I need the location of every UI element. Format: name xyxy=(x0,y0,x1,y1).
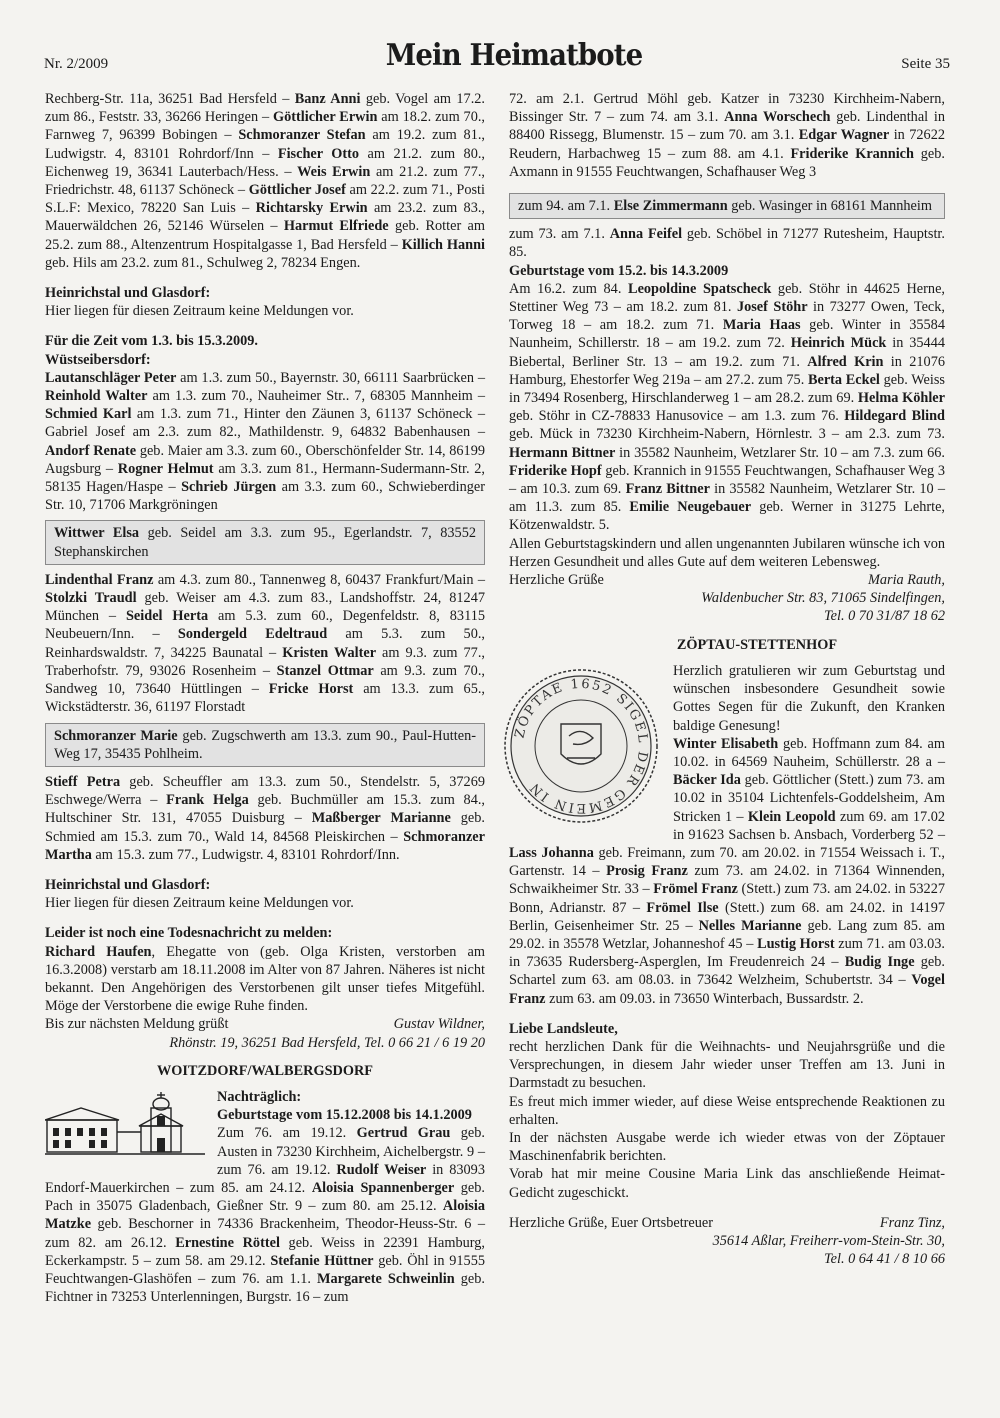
paragraph: Hier liegen für diesen Zeitraum keine Meldungen vor. xyxy=(45,303,354,320)
signature-address: Rhönstr. 19, 36251 Bad Hersfeld, Tel. 0 66 21 / 6 19 20 xyxy=(169,1034,485,1051)
section-subheading: Wüstseibersdorf: xyxy=(45,351,151,368)
right-column xyxy=(509,90,945,1268)
section-heading: Liebe Landsleute, xyxy=(509,1020,618,1037)
paragraph: Vorab hat mir meine Cousine Maria Link das anschließende Heimat-Gedicht zugeschickt. xyxy=(509,1166,945,1201)
page-header xyxy=(44,32,950,80)
paragraph: Herzlich gratulieren wir zum Geburtstag und wünschen insbesondere Gesundheit sowie Gottes Segen für die Zukunft, den Kranken baldige Genesung! xyxy=(673,662,945,734)
paragraph: Stieff Petra geb. Scheuffler am 13.3. zum 50., Stendelstr. 5, 37269 Eschwege/Werra – Frank Helga geb. Buchmüller am 15.3. zum 84., Hultschiner Str. 131, 47055 Duisburg – Maßberger Marianne geb. Schmied am 15.3. zum 70., Wald 14, 84568 Pleiskirchen – Schmoranzer Martha am 15.3. zum 77., Ludwigstr. 4, 83101 Rohrdorf/Inn. xyxy=(45,773,485,863)
highlight-box: zum 94. am 7.1. Else Zimmermann geb. Wasinger in 68161 Mannheim xyxy=(509,193,945,219)
section-heading: Heinrichstal und Glasdorf: xyxy=(45,876,211,893)
signature-phone: Tel. 0 70 31/87 18 62 xyxy=(823,608,945,625)
section-heading: Heinrichstal und Glasdorf: xyxy=(45,285,211,302)
signature-line: Herzliche Grüße Maria Rauth, xyxy=(509,572,945,589)
paragraph: Richard Haufen, Ehegatte von (geb. Olga Kristen, verstorben am 16.3.2008) verstarb am 18.11.2008 im Alter von 87 Jahren. Näheres ist nicht bekannt. Den Angehörigen des Verstorbenen gilt unser tiefes Mitgefühl. Möge der Verstorbene die ewige Ruhe finden. xyxy=(45,943,485,1015)
page-number: Seite 35 xyxy=(901,56,950,72)
paragraph: In der nächsten Ausgabe werde ich wieder etwas von der Zöptauer Maschinenfabrik berichten. xyxy=(509,1129,945,1165)
section-title: WOITZDORF/WALBERGSDORF xyxy=(156,1062,374,1079)
signature-address: Waldenbucher Str. 83, 71065 Sindelfingen, xyxy=(701,590,945,607)
paragraph: Hier liegen für diesen Zeitraum keine Meldungen vor. xyxy=(45,895,354,912)
paragraph: Winter Elisabeth geb. Hoffmann zum 84. am 10.02. in 64569 Nauheim, Schüllerstr. 28 a – Bäcker Ida geb. Göttlicher (Stett.) zum 73. am 10.02 in 35104 Lichtenfels-Goddelsheim, Am Stricken 1 – Klein Leopold zum 69. am 17.02 in 91623 Sachsen b. Ansbach, Vorderberg 52 – Lass Johanna geb. Freimann, zum 70. am 20.02. in 71554 Weissach i. T., Gartenstr. 14 – Prosig Franz zum 73. am 24.02. in 71364 Winnenden, Schwaikheimer Str. 33 – Frömel Franz (Stett.) zum 73. am 24.02. in 53227 Bonn, Adrianstr. 87 – Frömel Ilse (Stett.) zum 68. am 24.02. in 14197 Berlin, Geisenheimer Str. 25 – Nelles Marianne geb. Lang zum 85. am 29.02. in 35578 Wetzlar, Johanneshof 45 – Lustig Horst zum 71. am 03.03. in 73635 Rudersberg-Asperglen, Im Freudenreich 24 – Budig Inge geb. Schartel zum 63. am 08.03. in 73642 Welzheim, Schubertstr. 34 – Vogel Franz zum 63. am 09.03. in 73650 Winterbach, Bussardstr. 2. xyxy=(509,735,946,1007)
paragraph: Lindenthal Franz am 4.3. zum 80., Tannenweg 8, 60437 Frankfurt/Main – Stolzki Traudl geb. Weiser am 4.3. zum 83., Landshoffstr. 24, 81247 München – Seidel Herta am 5.3. zum 60., Degenfeldstr. 8, 83115 Neubeuern/Inn. – Sondergeld Edeltraud am 5.3. zum 50., Reinhardswaldstr. 7, 34225 Baunatal – Kristen Walter am 9.3. zum 77., Traberhofstr. 79, 93026 Rosenheim – Stanzel Ottmar am 9.3. zum 70., Sandweg 10, 73640 Hüttlingen – Fricke Horst am 13.3. zum 65., Wickstädterstr. 36, 61197 Florstadt xyxy=(45,571,485,716)
signature-line: Herzliche Grüße, Euer Ortsbetreuer Franz Tinz, xyxy=(509,1214,945,1231)
seal-block xyxy=(509,662,945,1008)
section-heading: Leider ist noch eine Todesnachricht zu melden: xyxy=(45,925,333,942)
section-subheading: Geburtstage vom 15.12.2008 bis 14.1.2009 xyxy=(217,1107,472,1124)
paragraph: Am 16.2. zum 84. Leopoldine Spatscheck geb. Stöhr in 44625 Herne, Stettiner Weg 73 – am 18.2. zum 81. Josef Stöhr in 73277 Owen, Teck, Torweg 18 – am 18.2. zum 71. Maria Haas geb. Winter in 35584 Naunheim, Schillerstr. 18 – am 19.2. zum 72. Heinrich Mück in 35444 Biebertal, Berliner Str. 13 – am 19.2. zum 71. Alfred Krin in 21076 Hamburg, Ehestorfer Weg 219a – am 27.2. zum 75. Berta Eckel geb. Weiss in 73494 Rosenberg, Hirschlanderweg 1 – am 28.2. zum 69. Helma Köhler geb. Stöhr in CZ-78833 Hanusovice – am 1.3. zum 76. Hildegard Blind geb. Mück in 73230 Kirchheim-Nabern, Hörnlestr. 3 – am 2.3. zum 73. Hermann Bittner in 35582 Naunheim, Wetzlarer Str. 10 – am 7.3. zum 66. Friderike Hopf geb. Krannich in 91555 Feuchtwangen, Schafhauser Weg 3 – am 10.3. zum 69. Franz Bittner in 35582 Naunheim, Wetzlarer Str. 10 – am 11.3. zum 85. Emilie Neugebauer geb. Werner in 31275 Lehrte, Kötzenwaldstr. 5. xyxy=(509,280,946,534)
signature-line: Bis zur nächsten Meldung grüßt Gustav Wildner, xyxy=(45,1016,485,1033)
section-heading: Für die Zeit vom 1.3. bis 15.3.2009. xyxy=(45,333,259,350)
paragraph: Allen Geburtstagskindern und allen ungenannten Jubilaren wünsche ich von Herzen Gesundheit und alles Gute auf dem weiteren Lebensweg. xyxy=(509,535,945,570)
municipal-seal xyxy=(501,666,661,826)
section-heading: Geburtstage vom 15.2. bis 14.3.2009 xyxy=(509,262,729,279)
signature-address: 35614 Aßlar, Freiherr-vom-Stein-Str. 30, xyxy=(712,1232,945,1249)
section-subheading: Nachträglich: xyxy=(217,1088,302,1105)
signature-phone: Tel. 0 64 41 / 8 10 66 xyxy=(823,1251,945,1268)
highlight-box: Wittwer Elsa geb. Seidel am 3.3. zum 95., Egerlandstr. 7, 83552 Stephanskirchen xyxy=(45,520,485,564)
highlight-box: Schmoranzer Marie geb. Zugschwerth am 13.3. zum 90., Paul-Hutten-Weg 17, 35435 Pohlheim. xyxy=(45,723,485,767)
paragraph: Rechberg-Str. 11a, 36251 Bad Hersfeld – Banz Anni geb. Vogel am 17.2. zum 86., Feststr. 33, 36266 Heringen – Göttlicher Erwin am 18.2. zum 70., Farnweg 7, 96399 Bobingen – Schmoranzer Stefan am 19.2. zum 81., Ludwigstr. 4, 83101 Rohrdorf/Inn – Fischer Otto am 21.2. zum 80., Eichenweg 19, 36341 Lauterbach/Hess. – Weis Erwin am 21.2. zum 77., Friedrichstr. 48, 61137 Schöneck – Göttlicher Josef am 22.2. zum 71., Posti S.L.F: Mexico, 78220 San Luis – Richtarsky Erwin am 23.2. zum 83., Mauerwäldchen 26, 52146 Würselen – Harmut Elfriede geb. Rotter am 25.2. zum 88., Altenzentrum Hospitalgasse 1, Bad Hersfeld – Killich Hanni geb. Hils am 23.2. zum 81., Schulweg 2, 78234 Engen. xyxy=(45,91,486,271)
paragraph: Lautanschläger Peter am 1.3. zum 50., Bayernstr. 30, 66111 Saarbrücken – Reinhold Walter am 1.3. zum 70., Nauheimer Str.. 7, 68305 Mannheim – Schmied Karl am 1.3. zum 71., Hinter den Zäunen 3, 61137 Schöneck – Gabriel Josef am 2.3. zum 82., Mathildenstr. 9, 64832 Babenhausen – Andorf Renate geb. Maier am 3.3. zum 60., Oberschönfelder Str. 14, 86199 Augsburg – Rogner Helmut am 3.3. zum 81., Hermann-Sudermann-Str. 2, 58135 Hagen/Haspe – Schrieb Jürgen am 3.3. zum 60., Schwieberdinger Str. 10, 71706 Markgröningen xyxy=(45,369,486,514)
church-block xyxy=(45,1088,485,1306)
church-illustration xyxy=(45,1092,205,1158)
paragraph: Zum 76. am 19.12. Gertrud Grau geb. Austen in 73230 Kirchheim, Aichelbergstr. 9 – zum 76. am 19.12. Rudolf Weiser in 83093 Endorf-Mauerkirchen – zum 85. am 24.12. Aloisia Spannenberger geb. Pach in 35075 Gladenbach, Gießner Str. 9 – zum 80. am 25.12. Aloisia Matzke geb. Beschorner in 74336 Brackenheim, Theodor-Heuss-Str. 6 – zum 82. am 26.12. Ernestine Röttel geb. Weiss in 22391 Hamburg, Eckerkampstr. 5 – zum 58. am 29.12. Stefanie Hüttner geb. Öhl in 91555 Feuchtwangen-Glashöfen – zum 76. am 1.1. Margarete Schweinlin geb. Fichtner in 73253 Unterlenningen, Burgstr. 16 – zum xyxy=(45,1125,485,1306)
paragraph: Es freut mich immer wieder, auf diese Weise entsprechende Reaktionen zu erhalten. xyxy=(509,1093,945,1128)
section-title: ZÖPTAU-STETTENHOF xyxy=(676,636,838,653)
paragraph: 72. am 2.1. Gertrud Möhl geb. Katzer in 73230 Kirchheim-Nabern, Bissinger Str. 7 – zum 74. am 3.1. Anna Worschech geb. Lindenthal in 88400 Rissegg, Blumenstr. 15 – zum 70. am 3.1. Edgar Wagner in 72622 Reudern, Harbachweg 15 – zum 88. am 4.1. Friderike Krannich geb. Axmann in 91555 Feuchtwangen, Schafhauser Weg 3 xyxy=(509,91,945,180)
paragraph: zum 73. am 7.1. Anna Feifel geb. Schöbel in 71277 Rutesheim, Hauptstr. 85. xyxy=(509,226,945,261)
issue-number: Nr. 2/2009 xyxy=(44,56,109,72)
svg-text:ZÖPTAE 1652 SIGEL DER GEMEIN I: ZÖPTAE 1652 SIGEL DER GEMEIN IN xyxy=(512,676,651,815)
masthead-title: Mein Heimatbote xyxy=(385,38,643,73)
paragraph: recht herzlichen Dank für die Weihnachts- und Neujahrsgrüße und die Versprechungen, in diesem Jahr wieder unser Treffen am 13. Juni in Darmstadt zu besuchen. xyxy=(509,1038,945,1092)
left-column xyxy=(45,90,485,1306)
